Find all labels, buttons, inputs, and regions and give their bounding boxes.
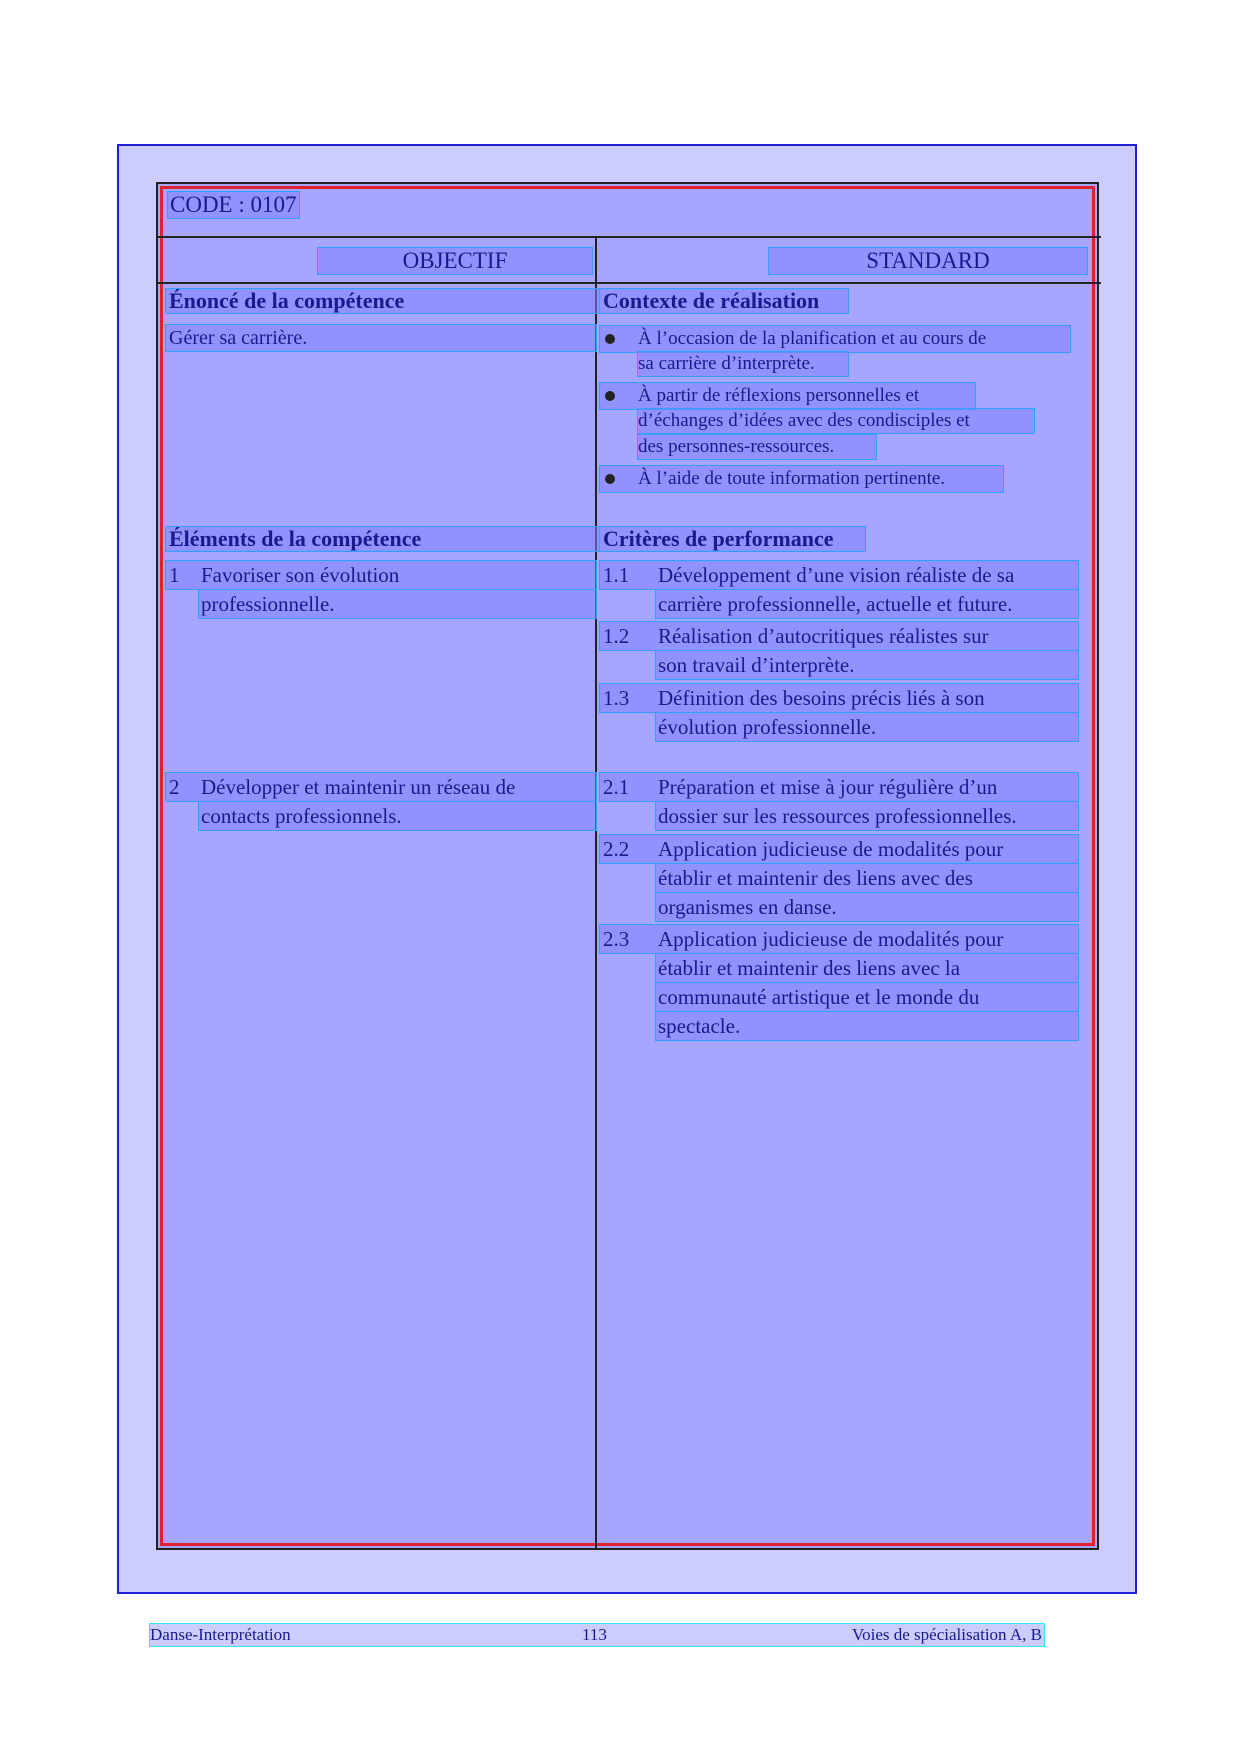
- element-2-line-2: [199, 802, 596, 830]
- critere-line: [656, 983, 1078, 1011]
- critere-text: Application judicieuse de modalités pour: [658, 837, 1004, 861]
- element-text: professionnelle.: [201, 592, 335, 616]
- contexte-line: À partir de réflexions personnelles et: [638, 385, 920, 406]
- enonce-text: Gérer sa carrière.: [166, 325, 596, 351]
- critere-line: [600, 925, 1078, 953]
- column-header-objectif: [158, 248, 589, 274]
- contexte-heading: Contexte de réalisation: [600, 289, 848, 313]
- element-number: 1: [169, 563, 180, 587]
- critere-text: évolution professionnelle.: [658, 715, 877, 739]
- footer-right: Voies de spécialisation A, B: [852, 1625, 1042, 1644]
- element-text: Développer et maintenir un réseau de: [201, 775, 516, 799]
- critere-line: [600, 773, 1078, 801]
- critere-text: Application judicieuse de modalités pour: [658, 927, 1004, 951]
- critere-line: [600, 622, 1078, 650]
- bullet-icon: [605, 391, 615, 401]
- critere-number: 1.3: [603, 686, 630, 710]
- page-number: 113: [582, 1625, 607, 1644]
- element-1-line-1: [166, 561, 596, 589]
- contexte-line: À l’aide de toute information pertinente.: [638, 468, 946, 489]
- critere-text: spectacle.: [658, 1014, 741, 1038]
- critere-text: organismes en danse.: [658, 895, 837, 919]
- header-top-rule: [158, 236, 1101, 238]
- header-bottom-rule: [158, 282, 1101, 284]
- critere-number: 2.3: [603, 927, 630, 951]
- critere-line: [656, 651, 1078, 679]
- element-1-line-2: [199, 590, 596, 618]
- critere-text: communauté artistique et le monde du: [658, 985, 980, 1009]
- column-divider: [595, 236, 597, 1548]
- element-text: contacts professionnels.: [201, 804, 402, 828]
- contexte-line: À l’occasion de la planification et au cours de: [638, 328, 987, 349]
- critere-line: [600, 561, 1078, 589]
- critere-line: [600, 684, 1078, 712]
- critere-text: dossier sur les ressources professionnelles.: [658, 804, 1017, 828]
- critere-text: Préparation et mise à jour régulière d’un: [658, 775, 998, 799]
- column-header-standard-text: STANDARD: [769, 248, 1087, 274]
- critere-text: carrière professionnelle, actuelle et future.: [658, 592, 1013, 616]
- critere-number: 2.2: [603, 837, 630, 861]
- critere-line: [656, 864, 1078, 892]
- contexte-line: sa carrière d’interprète.: [638, 353, 815, 374]
- element-number: 2: [169, 775, 180, 799]
- competency-table: [156, 182, 1099, 1550]
- critere-line: [656, 713, 1078, 741]
- critere-line: [656, 802, 1078, 830]
- critere-line: [656, 893, 1078, 921]
- critere-line: [600, 835, 1078, 863]
- critere-number: 1.1: [603, 563, 630, 587]
- bullet-icon: [605, 474, 615, 484]
- bullet-icon: [605, 334, 615, 344]
- critere-text: Réalisation d’autocritiques réalistes sur: [658, 624, 989, 648]
- critere-text: Développement d’une vision réaliste de sa: [658, 563, 1015, 587]
- critere-line: [656, 954, 1078, 982]
- critere-text: son travail d’interprète.: [658, 653, 855, 677]
- footer-left: Danse-Interprétation: [150, 1625, 291, 1644]
- critere-number: 1.2: [603, 624, 630, 648]
- elements-heading: Éléments de la compétence: [166, 527, 599, 551]
- critere-number: 2.1: [603, 775, 630, 799]
- critere-line: [656, 590, 1078, 618]
- critere-text: Définition des besoins précis liés à son: [658, 686, 985, 710]
- column-header-standard: [591, 248, 1087, 274]
- code-label: CODE : 0107: [170, 192, 297, 217]
- critere-line: [656, 1012, 1078, 1040]
- page-footer: [150, 1624, 1044, 1646]
- criteres-heading: Critères de performance: [600, 527, 865, 551]
- column-header-objectif-text: OBJECTIF: [318, 248, 592, 274]
- enonce-heading: Énoncé de la compétence: [166, 289, 599, 313]
- critere-text: établir et maintenir des liens avec des: [658, 866, 973, 890]
- contexte-line: d’échanges d’idées avec des condisciples et: [638, 410, 970, 431]
- element-2-line-1: [166, 773, 596, 801]
- critere-text: établir et maintenir des liens avec la: [658, 956, 961, 980]
- element-text: Favoriser son évolution: [201, 563, 400, 587]
- contexte-line: des personnes-ressources.: [638, 436, 835, 457]
